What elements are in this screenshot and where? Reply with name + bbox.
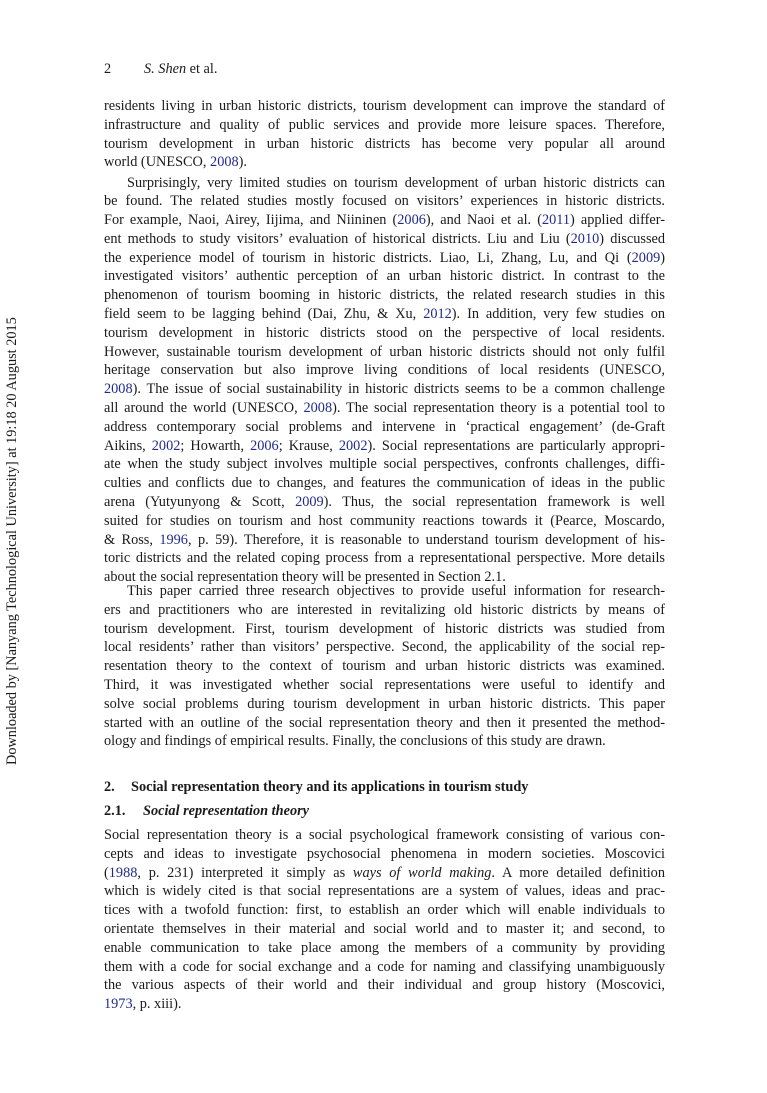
text-run: ( bbox=[104, 864, 109, 881]
text-run: enable communication to take place among the members of a community by providing bbox=[104, 939, 665, 956]
text-run: which is widely cited is that social representations are a system of values, ideas and prac- bbox=[104, 883, 665, 900]
text-run: ; Krause, bbox=[278, 437, 339, 454]
text-run: ) bbox=[660, 249, 665, 266]
text-line bbox=[104, 657, 665, 676]
section-title: Social representation theory and its applications in tourism study bbox=[131, 779, 529, 795]
text-line bbox=[104, 267, 665, 286]
citation-link[interactable]: 2009 bbox=[295, 494, 324, 511]
text-line bbox=[104, 211, 665, 230]
citation-link[interactable]: 2010 bbox=[570, 230, 600, 247]
text-line bbox=[104, 714, 665, 733]
text-run: tourism development in urban historic districts has become very popular all around bbox=[104, 135, 665, 152]
text-run: infrastructure and quality of public services and provide more leisure spaces. Therefore, bbox=[104, 116, 665, 133]
text-run: cepts and ideas to investigate psychosocial phenomena in modern societies. Moscovici bbox=[104, 845, 665, 862]
page-number: 2 bbox=[104, 61, 112, 77]
text-run: ). Thus, the social representation framework is well bbox=[323, 494, 665, 511]
text-run: arena (Yutyunyong & Scott, bbox=[104, 494, 296, 511]
subsection-number: 2.1. bbox=[104, 803, 126, 819]
text-line bbox=[104, 676, 665, 695]
text-run: tices with a twofold function: first, to establish an order which will enable individuals to bbox=[104, 902, 665, 919]
text-line bbox=[104, 845, 665, 864]
text-line bbox=[104, 976, 665, 995]
text-line bbox=[104, 995, 665, 1014]
text-run: ent methods to study visitors’ evaluation of historical districts. Liu and Liu ( bbox=[104, 230, 571, 247]
citation-link[interactable]: 2008 bbox=[303, 400, 333, 417]
section-heading-2 bbox=[104, 779, 528, 796]
text-run: investigated visitors’ authentic perception of an urban historic district. In contrast to the bbox=[104, 268, 665, 285]
text-line bbox=[104, 620, 665, 639]
text-run: However, sustainable tourism development of urban historic districts should not only fulfil bbox=[104, 343, 665, 360]
text-run: Aikins, bbox=[104, 437, 152, 454]
text-line bbox=[104, 361, 665, 380]
citation-link[interactable]: 2006 bbox=[397, 212, 426, 229]
text-run: field seem to be lagging behind (Dai, Zhu, & Xu, bbox=[104, 306, 424, 323]
text-line bbox=[104, 531, 665, 550]
citation-link[interactable]: 2008 bbox=[104, 381, 133, 398]
text-run: be found. The related studies mostly focused on visitors’ experiences in historic districts. bbox=[104, 193, 665, 210]
text-run: , p. xiii). bbox=[132, 996, 182, 1013]
text-run: tourism development in historic districts stood on the perspective of local residents. bbox=[104, 324, 665, 341]
text-run: local residents’ rather than visitors’ perspective. Second, the applicability of the social rep- bbox=[104, 639, 665, 656]
paragraph-research-objectives bbox=[104, 582, 665, 751]
text-line bbox=[104, 116, 665, 135]
text-line bbox=[104, 455, 665, 474]
text-run: , p. 231) interpreted it simply as bbox=[137, 864, 353, 881]
text-run: ate when the study subject involves multiple social perspectives, confronts challenges, diffi- bbox=[104, 456, 665, 473]
text-run: ). bbox=[238, 154, 247, 171]
text-run: ). In addition, very few studies on bbox=[451, 306, 665, 323]
text-run: ers and practitioners who are interested in revitalizing old historic districts by means of bbox=[104, 601, 665, 618]
text-line bbox=[104, 826, 665, 845]
text-line bbox=[104, 695, 665, 714]
text-run: about the social representation theory will be presented in Section 2.1. bbox=[104, 569, 506, 586]
text-run: Social representation theory is a social psychological framework consisting of various con- bbox=[104, 827, 665, 843]
text-run: heritage conservation but also improve living conditions of local residents (UNESCO, bbox=[104, 362, 665, 379]
citation-link[interactable]: 2006 bbox=[250, 437, 279, 454]
section-number: 2. bbox=[104, 779, 115, 795]
text-line bbox=[104, 474, 665, 493]
text-run: ) discussed bbox=[599, 230, 665, 247]
text-run: ology and findings of empirical results. Finally, the conclusions of this study are drawn. bbox=[104, 733, 606, 750]
citation-link[interactable]: 2011 bbox=[541, 212, 571, 229]
text-line bbox=[104, 305, 665, 324]
text-run: ). The issue of social sustainability in historic districts seems to be a common challenge bbox=[132, 381, 665, 398]
citation-link[interactable]: 2008 bbox=[210, 154, 239, 171]
text-line bbox=[104, 192, 665, 211]
text-run: address contemporary social problems and intervene in ‘practical engagement’ (de-Graft bbox=[104, 418, 665, 435]
text-run: suited for studies on tourism and host community reactions towards it (Pearce, Moscardo, bbox=[104, 512, 665, 529]
running-header-et-al: et al. bbox=[186, 61, 218, 77]
text-line bbox=[104, 601, 665, 620]
citation-link[interactable]: 1996 bbox=[159, 531, 188, 548]
text-run: solve social problems during tourism development in urban historic districts. This paper bbox=[104, 695, 665, 712]
text-line bbox=[104, 512, 665, 531]
text-line bbox=[104, 493, 665, 512]
text-run: , p. 59). Therefore, it is reasonable to understand tourism development of his- bbox=[187, 531, 665, 548]
text-run: the experience model of tourism in historic districts. Liao, Li, Zhang, Lu, and Qi ( bbox=[104, 249, 632, 266]
text-run: For example, Naoi, Airey, Iijima, and Niininen ( bbox=[104, 212, 398, 229]
text-run: Surprisingly, very limited studies on tourism development of urban historic districts can bbox=[127, 174, 665, 191]
subsection-heading-2-1 bbox=[104, 803, 309, 820]
text-line bbox=[104, 418, 665, 437]
text-line bbox=[104, 249, 665, 268]
text-run: ; Howarth, bbox=[180, 437, 251, 454]
running-header bbox=[104, 61, 217, 78]
emphasis-text: ways of world making bbox=[352, 864, 492, 881]
text-run: & Ross, bbox=[104, 531, 160, 548]
subsection-title: Social representation theory bbox=[143, 803, 310, 819]
text-run: the various aspects of their world and their individual and group history (Moscovici, bbox=[104, 977, 665, 994]
text-line bbox=[104, 864, 665, 883]
citation-link[interactable]: 2009 bbox=[631, 249, 661, 266]
text-run: residents living in urban historic districts, tourism development can improve the standard of bbox=[104, 98, 665, 114]
text-run: ), and Naoi et al. ( bbox=[425, 212, 542, 229]
text-line bbox=[104, 920, 665, 939]
text-run: Third, it was investigated whether social representations were useful to identify and bbox=[104, 676, 665, 693]
download-watermark: Downloaded by [Nanyang Technological University] at 19:18 20 August 2015 bbox=[4, 317, 20, 765]
text-line bbox=[104, 882, 665, 901]
paragraph-theory-definition bbox=[104, 826, 665, 1014]
paragraph-intro-continued bbox=[104, 97, 665, 172]
text-run: toric districts and the related coping process from a representational perspective. More details bbox=[104, 550, 665, 567]
text-line bbox=[104, 97, 665, 116]
text-line bbox=[104, 939, 665, 958]
text-line bbox=[104, 437, 665, 456]
text-line bbox=[104, 343, 665, 362]
citation-link[interactable]: 2002 bbox=[338, 437, 368, 454]
text-run: tourism development. First, tourism development of historic districts was studied from bbox=[104, 620, 665, 637]
running-header-authors: S. Shen bbox=[144, 61, 187, 77]
text-line bbox=[104, 153, 665, 172]
text-run: started with an outline of the social representation theory and then it presented the method- bbox=[104, 714, 665, 731]
text-run: them with a code for social exchange and a code for naming and classifying unambiguously bbox=[104, 958, 665, 975]
text-line bbox=[104, 399, 665, 418]
text-line bbox=[104, 174, 665, 193]
text-run: This paper carried three research objectives to provide useful information for research- bbox=[127, 583, 665, 599]
text-line bbox=[104, 732, 665, 751]
text-line bbox=[104, 135, 665, 154]
text-run: culties and conflicts due to changes, and features the communication of ideas in the public bbox=[104, 475, 665, 492]
text-line bbox=[104, 380, 665, 399]
citation-link[interactable]: 2002 bbox=[151, 437, 181, 454]
citation-link[interactable]: 1973 bbox=[104, 996, 133, 1013]
text-line bbox=[104, 958, 665, 977]
text-line bbox=[104, 638, 665, 657]
text-line bbox=[104, 901, 665, 920]
text-run: ). Social representations are particularly appropri- bbox=[367, 437, 665, 454]
text-run: orientate themselves in their material and social world and to master it; and second, to bbox=[104, 920, 665, 937]
text-line bbox=[104, 286, 665, 305]
text-line bbox=[104, 230, 665, 249]
text-line bbox=[104, 582, 665, 601]
text-run: resentation theory to the context of tourism and urban historic districts was examined. bbox=[104, 658, 665, 675]
text-run: phenomenon of tourism booming in historic districts, the related research studies in this bbox=[104, 287, 665, 304]
text-line bbox=[104, 324, 665, 343]
text-run: ). The social representation theory is a potential tool to bbox=[332, 400, 665, 417]
text-run: all around the world (UNESCO, bbox=[104, 400, 304, 417]
citation-link[interactable]: 2012 bbox=[423, 306, 452, 323]
text-line bbox=[104, 549, 665, 568]
text-run: . A more detailed definition bbox=[491, 864, 665, 881]
text-run: world (UNESCO, bbox=[104, 154, 211, 171]
citation-link[interactable]: 1988 bbox=[108, 864, 138, 881]
paragraph-literature-gap bbox=[104, 174, 665, 588]
text-run: ) applied differ- bbox=[570, 212, 665, 229]
